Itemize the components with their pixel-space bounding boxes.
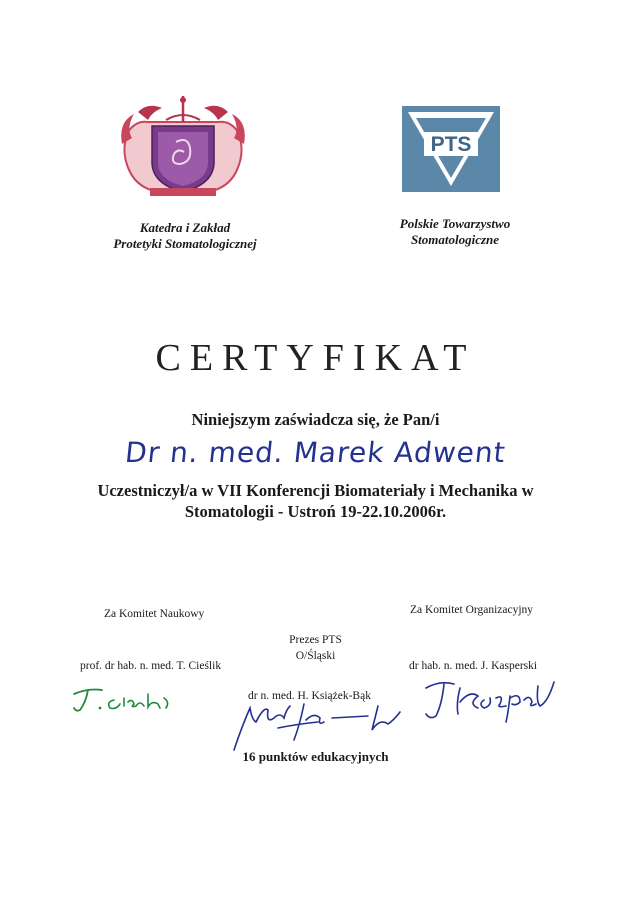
- president-label: Prezes PTS: [289, 634, 342, 646]
- crest-top: [166, 96, 200, 122]
- left-handwritten-signature: [70, 680, 180, 714]
- certificate-body-line1: Uczestniczył/a w VII Konferencji Biomateriały i Mechanika w: [97, 481, 534, 500]
- certificate-body: [40, 480, 591, 522]
- center-handwritten-signature: [228, 696, 408, 752]
- certificate-intro: Niniejszym zaświadcza się, że Pan/i: [191, 410, 440, 429]
- pts-logo-text: PTS: [430, 133, 472, 156]
- crest-ribbon: [150, 188, 216, 196]
- right-handwritten-signature: [420, 674, 560, 724]
- center-signatory-name: dr n. med. H. Książek-Bąk: [248, 690, 371, 702]
- education-points: 16 punktów edukacyjnych: [242, 749, 389, 764]
- pts-logo: [402, 106, 500, 192]
- left-org-line1: Katedra i Zakład: [139, 220, 231, 235]
- right-org-line1: Polskie Towarzystwo: [399, 216, 511, 231]
- left-signatory-name: prof. dr hab. n. med. T. Cieślik: [80, 660, 222, 672]
- left-organization-name: [60, 220, 310, 252]
- president-branch: O/Śląski: [295, 650, 336, 662]
- university-crest-logo: [118, 92, 248, 204]
- crest-shield: [152, 126, 214, 192]
- right-org-line2: Stomatologiczne: [410, 232, 500, 247]
- organizing-committee-label: Za Komitet Organizacyjny: [410, 604, 534, 616]
- scientific-committee-label: Za Komitet Naukowy: [104, 608, 205, 620]
- recipient-name: Dr n. med. Marek Adwent: [123, 436, 508, 469]
- right-organization-name: [345, 216, 565, 248]
- certificate-body-line2: Stomatologii - Ustroń 19-22.10.2006r.: [184, 502, 447, 521]
- left-org-line2: Protetyki Stomatologicznej: [113, 236, 257, 251]
- certificate-title: CERTYFIKAT: [155, 337, 476, 379]
- right-signatory-name: dr hab. n. med. J. Kasperski: [409, 660, 538, 672]
